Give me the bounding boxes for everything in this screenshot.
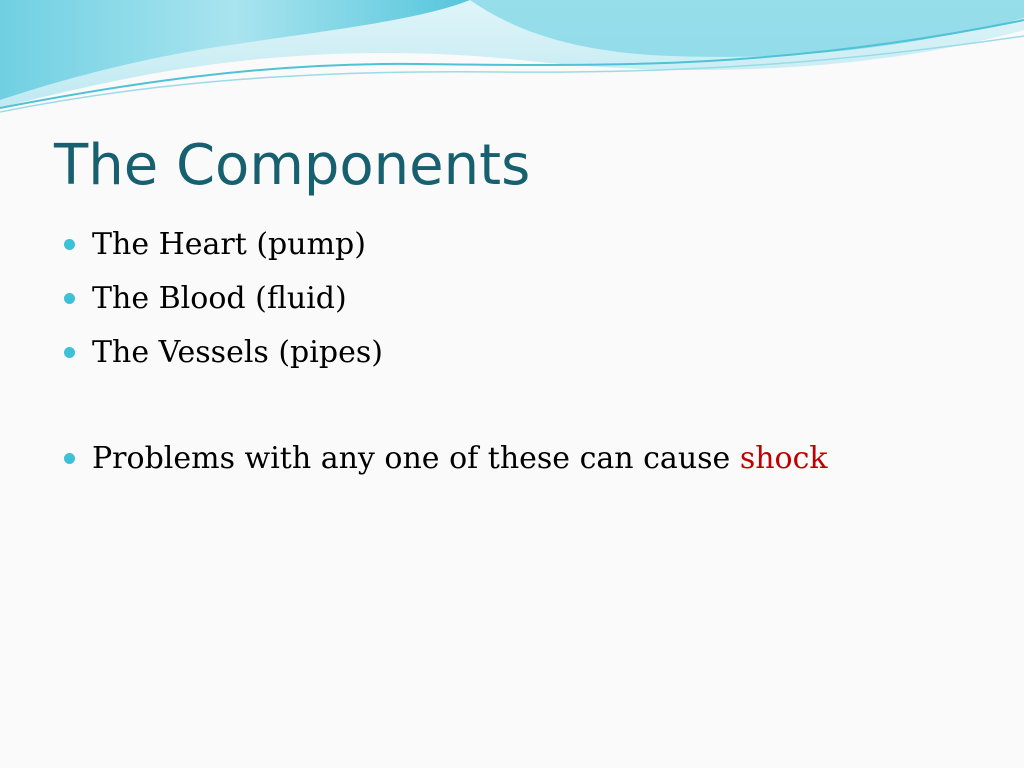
- list-item-text: The Heart (pump): [92, 227, 366, 262]
- round-bullet-icon: [64, 347, 75, 358]
- list-item: [64, 326, 1004, 380]
- slide-title: The Components: [54, 133, 531, 198]
- round-bullet-icon: [64, 453, 75, 464]
- round-bullet-icon: [64, 293, 75, 304]
- list-item-text: The Vessels (pipes): [92, 335, 383, 370]
- wave-header-decoration: [0, 0, 1024, 120]
- list-item: [64, 218, 1004, 272]
- list-item: [64, 272, 1004, 326]
- list-item-text: The Blood (fluid): [92, 281, 347, 316]
- list-item-note: [64, 432, 1004, 486]
- note-text: Problems with any one of these can cause: [92, 441, 740, 476]
- round-bullet-icon: [64, 239, 75, 250]
- bullet-list: [64, 218, 1004, 486]
- note-highlight: shock: [739, 441, 828, 476]
